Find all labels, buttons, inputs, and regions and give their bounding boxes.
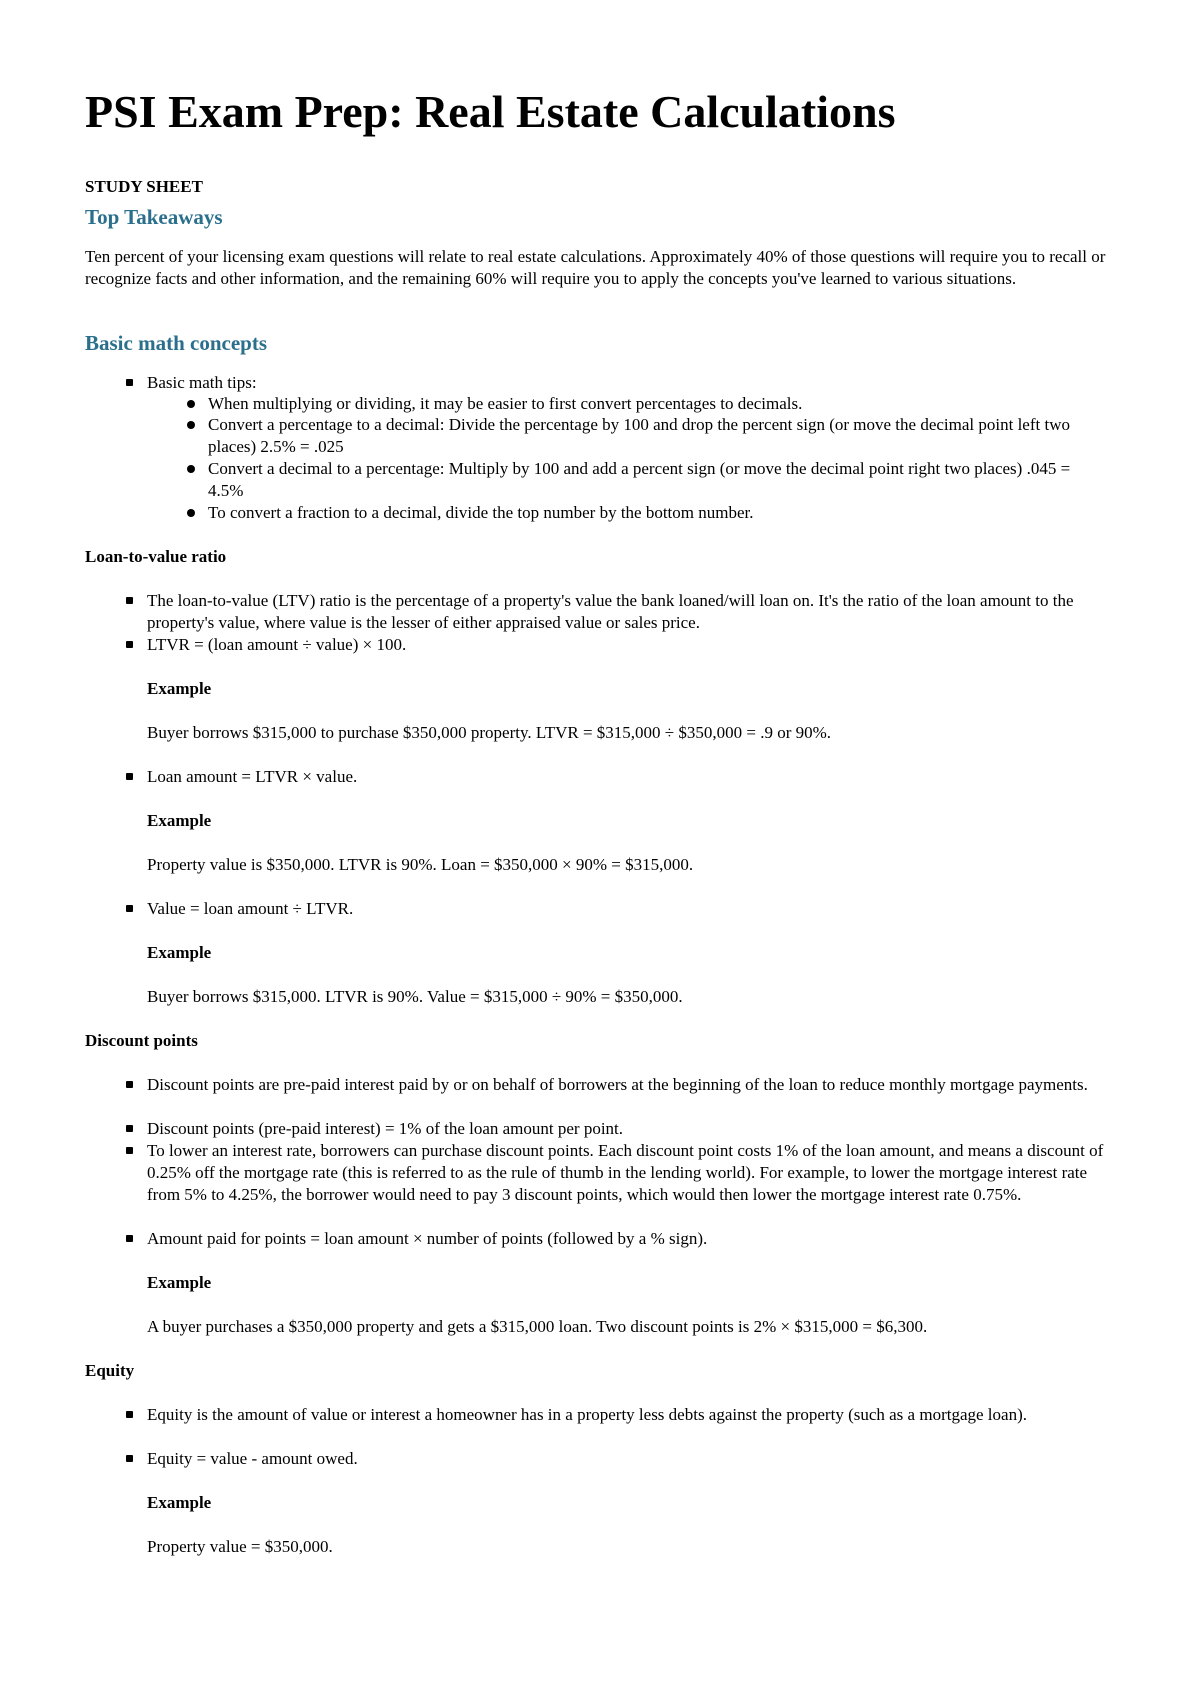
basic-math-tips-item: Basic math tips: xyxy=(147,372,1107,394)
ltv-bullet-2: LTVR = (loan amount ÷ value) × 100. xyxy=(147,634,1107,656)
equity-example-1: Property value = $350,000. xyxy=(147,1537,333,1556)
discount-example-label: Example xyxy=(147,1273,212,1292)
basic-math-tip-2: Convert a percentage to a decimal: Divide the percentage by 100 and drop the percent sign (or move the decimal point left two places) 2.5% = .025 xyxy=(208,414,1108,458)
ltv-example-label-1: Example xyxy=(147,679,212,698)
discount-bullet-1: Discount points are pre-paid interest paid by or on behalf of borrowers at the beginning of the loan to reduce monthly mortgage payments. xyxy=(147,1074,1107,1096)
basic-math-tip-1: When multiplying or dividing, it may be easier to first convert percentages to decimals. xyxy=(208,393,1108,415)
basic-math-tip-3: Convert a decimal to a percentage: Multiply by 100 and add a percent sign (or move the decimal point right two places) .045 = 4.5% xyxy=(208,458,1108,502)
top-takeaways-heading: Top Takeaways xyxy=(85,205,223,229)
ltv-heading: Loan-to-value ratio xyxy=(85,547,227,566)
equity-bullet-1: Equity is the amount of value or interest a homeowner has in a property less debts against the property (such as a mortgage loan). xyxy=(147,1404,1107,1426)
ltv-example-1: Buyer borrows $315,000 to purchase $350,000 property. LTVR = $315,000 ÷ $350,000 = .9 or 90%. xyxy=(147,723,832,742)
discount-points-heading: Discount points xyxy=(85,1031,198,1050)
ltv-example-label-2: Example xyxy=(147,811,212,830)
study-sheet-label: STUDY SHEET xyxy=(85,177,203,196)
discount-bullet-4: Amount paid for points = loan amount × number of points (followed by a % sign). xyxy=(147,1228,1107,1250)
equity-bullet-2: Equity = value - amount owed. xyxy=(147,1448,1107,1470)
page-title: PSI Exam Prep: Real Estate Calculations xyxy=(85,86,896,137)
discount-bullet-2: Discount points (pre-paid interest) = 1% of the loan amount per point. xyxy=(147,1118,1107,1140)
equity-example-label: Example xyxy=(147,1493,212,1512)
top-takeaways-text: Ten percent of your licensing exam questions will relate to real estate calculations. Approximately 40% of those questions will require you to recall or recognize facts and other information, and the remaining 60% will require you to apply the concepts you've learned to various situations. xyxy=(85,247,1106,288)
ltv-example-label-3: Example xyxy=(147,943,212,962)
basic-math-tip-4: To convert a fraction to a decimal, divide the top number by the bottom number. xyxy=(208,502,1108,524)
basic-math-heading: Basic math concepts xyxy=(85,331,267,355)
ltv-bullet-4: Value = loan amount ÷ LTVR. xyxy=(147,898,1107,920)
discount-bullet-3: To lower an interest rate, borrowers can purchase discount points. Each discount point costs 1% of the loan amount, and means a discount of 0.25% off the mortgage rate (this is referred to as the rule of thumb in the lending world). For example, to lower the mortgage interest rate from 5% to 4.25%, the borrower would need to pay 3 discount points, which would then lower the mortgage interest rate 0.75%. xyxy=(147,1140,1107,1206)
equity-heading: Equity xyxy=(85,1361,135,1380)
ltv-example-3: Buyer borrows $315,000. LTVR is 90%. Value = $315,000 ÷ 90% = $350,000. xyxy=(147,987,683,1006)
ltv-example-2: Property value is $350,000. LTVR is 90%. Loan = $350,000 × 90% = $315,000. xyxy=(147,855,694,874)
ltv-bullet-3: Loan amount = LTVR × value. xyxy=(147,766,1107,788)
discount-example-1: A buyer purchases a $350,000 property and gets a $315,000 loan. Two discount points is 2% × $315,000 = $6,300. xyxy=(147,1317,928,1336)
ltv-bullet-1: The loan-to-value (LTV) ratio is the percentage of a property's value the bank loaned/will loan on. It's the ratio of the loan amount to the property's value, where value is the lesser of either appraised value or sales price. xyxy=(147,590,1107,634)
